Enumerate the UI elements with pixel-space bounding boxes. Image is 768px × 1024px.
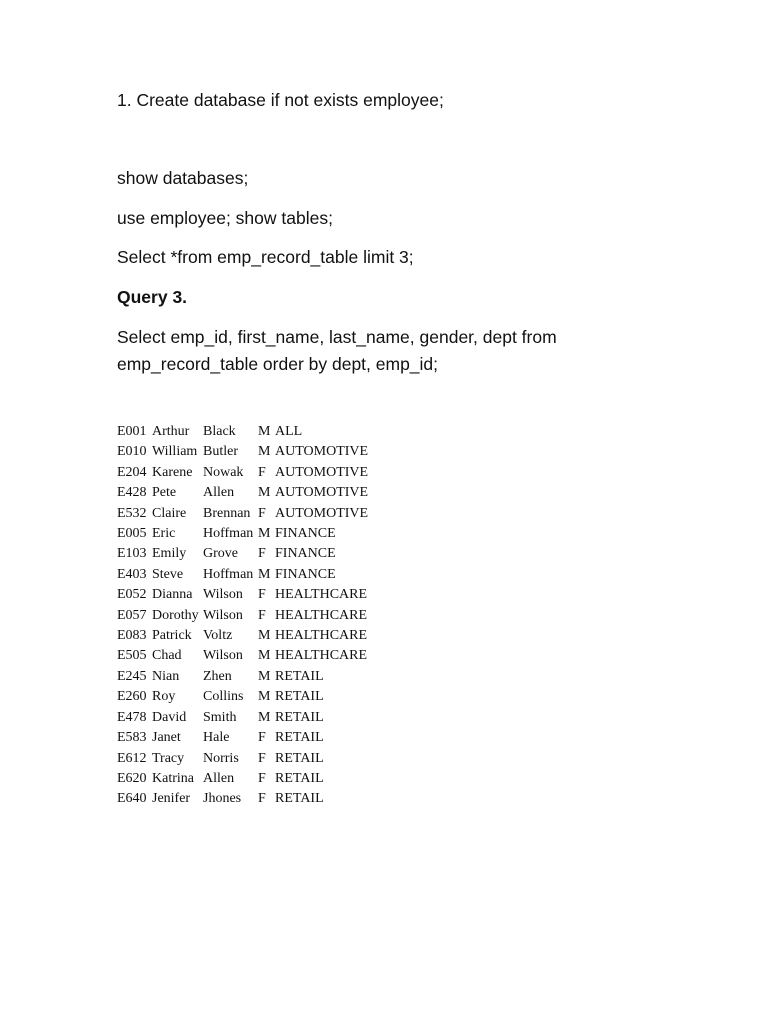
gender-cell: F <box>258 505 266 521</box>
first-name-cell: Steve <box>152 566 184 582</box>
last-name-cell: Wilson <box>203 607 243 623</box>
result-row <box>117 749 370 769</box>
first-name-cell: Patrick <box>152 628 192 644</box>
dept-cell: ALL <box>275 424 303 439</box>
dept-cell: RETAIL <box>275 730 324 746</box>
gender-cell: M <box>258 526 271 542</box>
last-name-cell: Nowak <box>203 464 244 480</box>
emp-id-cell: E245 <box>117 668 147 684</box>
result-row <box>117 585 370 605</box>
last-name-cell: Collins <box>203 689 244 705</box>
last-name-cell: Hoffman <box>203 526 254 542</box>
last-name-cell: Black <box>203 424 236 439</box>
dept-cell: FINANCE <box>275 566 336 582</box>
gender-cell: M <box>258 648 271 664</box>
emp-id-cell: E083 <box>117 628 147 644</box>
first-name-cell: Karene <box>152 464 193 480</box>
first-name-cell: Jenifer <box>152 791 191 807</box>
last-name-cell: Wilson <box>203 648 243 664</box>
first-name-cell: Arthur <box>152 424 190 439</box>
query-3-statement <box>117 324 557 378</box>
result-row <box>117 524 370 544</box>
query-3-heading: Query 3. <box>117 287 188 307</box>
select-limit-line: Select *from emp_record_table limit 3; <box>117 247 414 267</box>
query-3-line-2: emp_record_table order by dept, emp_id; <box>117 354 439 374</box>
result-row <box>117 667 370 687</box>
last-name-cell: Grove <box>203 546 238 562</box>
gender-cell: F <box>258 464 266 480</box>
item-1-create-database: 1. Create database if not exists employee; <box>117 90 444 110</box>
show-databases-line: show databases; <box>117 168 249 188</box>
gender-cell: M <box>258 668 271 684</box>
last-name-cell: Norris <box>203 750 239 766</box>
result-row <box>117 565 370 585</box>
last-name-cell: Allen <box>203 770 235 786</box>
emp-id-cell: E057 <box>117 607 147 623</box>
result-row <box>117 606 370 626</box>
query-result-body <box>117 422 370 810</box>
dept-cell: AUTOMOTIVE <box>275 464 369 480</box>
gender-cell: M <box>258 424 271 439</box>
result-row <box>117 626 370 646</box>
first-name-cell: Chad <box>152 648 182 664</box>
last-name-cell: Hale <box>203 730 230 746</box>
query-3-line-1: Select emp_id, first_name, last_name, gender, dept from <box>117 327 557 347</box>
dept-cell: RETAIL <box>275 791 324 807</box>
last-name-cell: Allen <box>203 485 235 501</box>
dept-cell: AUTOMOTIVE <box>275 444 369 460</box>
gender-cell: F <box>258 791 266 807</box>
emp-id-cell: E583 <box>117 730 147 746</box>
last-name-cell: Jhones <box>203 791 242 807</box>
result-row <box>117 442 370 462</box>
first-name-cell: Pete <box>152 485 177 501</box>
dept-cell: HEALTHCARE <box>275 648 368 664</box>
emp-id-cell: E620 <box>117 770 147 786</box>
emp-id-cell: E478 <box>117 709 147 725</box>
dept-cell: FINANCE <box>275 526 336 542</box>
first-name-cell: Claire <box>152 505 187 521</box>
result-row <box>117 422 370 442</box>
gender-cell: F <box>258 750 266 766</box>
result-row <box>117 646 370 666</box>
dept-cell: RETAIL <box>275 668 324 684</box>
result-row <box>117 789 370 809</box>
emp-id-cell: E010 <box>117 444 147 460</box>
result-row <box>117 463 370 483</box>
first-name-cell: David <box>152 709 187 725</box>
gender-cell: M <box>258 709 271 725</box>
last-name-cell: Butler <box>203 444 238 460</box>
gender-cell: F <box>258 546 266 562</box>
first-name-cell: Janet <box>152 730 181 746</box>
emp-id-cell: E103 <box>117 546 147 562</box>
result-row <box>117 483 370 503</box>
emp-id-cell: E260 <box>117 689 147 705</box>
gender-cell: F <box>258 730 266 746</box>
dept-cell: HEALTHCARE <box>275 607 368 623</box>
result-row <box>117 708 370 728</box>
dept-cell: HEALTHCARE <box>275 628 368 644</box>
emp-id-cell: E052 <box>117 587 147 603</box>
dept-cell: FINANCE <box>275 546 336 562</box>
first-name-cell: Tracy <box>152 750 185 766</box>
emp-id-cell: E005 <box>117 526 147 542</box>
dept-cell: RETAIL <box>275 689 324 705</box>
result-row <box>117 504 370 524</box>
first-name-cell: Roy <box>152 689 176 705</box>
gender-cell: F <box>258 770 266 786</box>
emp-id-cell: E505 <box>117 648 147 664</box>
result-row <box>117 769 370 789</box>
dept-cell: AUTOMOTIVE <box>275 505 369 521</box>
dept-cell: RETAIL <box>275 770 324 786</box>
use-employee-line: use employee; show tables; <box>117 208 333 228</box>
last-name-cell: Smith <box>203 709 237 725</box>
dept-cell: HEALTHCARE <box>275 587 368 603</box>
emp-id-cell: E001 <box>117 424 147 439</box>
first-name-cell: Katrina <box>152 770 194 786</box>
result-row <box>117 544 370 564</box>
first-name-cell: Eric <box>152 526 176 542</box>
first-name-cell: Nian <box>152 668 180 684</box>
result-row <box>117 728 370 748</box>
dept-cell: AUTOMOTIVE <box>275 485 369 501</box>
gender-cell: M <box>258 444 271 460</box>
emp-id-cell: E612 <box>117 750 147 766</box>
emp-id-cell: E532 <box>117 505 147 521</box>
gender-cell: M <box>258 566 271 582</box>
first-name-cell: Dianna <box>152 587 193 603</box>
first-name-cell: Dorothy <box>152 607 199 623</box>
last-name-cell: Brennan <box>203 505 251 521</box>
last-name-cell: Hoffman <box>203 566 254 582</box>
emp-id-cell: E403 <box>117 566 147 582</box>
query-result-table <box>117 422 370 810</box>
gender-cell: F <box>258 587 266 603</box>
dept-cell: RETAIL <box>275 750 324 766</box>
dept-cell: RETAIL <box>275 709 324 725</box>
emp-id-cell: E640 <box>117 791 147 807</box>
gender-cell: M <box>258 628 271 644</box>
first-name-cell: Emily <box>152 546 187 562</box>
last-name-cell: Zhen <box>203 668 232 684</box>
first-name-cell: William <box>152 444 198 460</box>
gender-cell: M <box>258 485 271 501</box>
gender-cell: F <box>258 607 266 623</box>
result-row <box>117 687 370 707</box>
last-name-cell: Wilson <box>203 587 243 603</box>
gender-cell: M <box>258 689 271 705</box>
last-name-cell: Voltz <box>203 628 233 644</box>
emp-id-cell: E204 <box>117 464 147 480</box>
emp-id-cell: E428 <box>117 485 147 501</box>
